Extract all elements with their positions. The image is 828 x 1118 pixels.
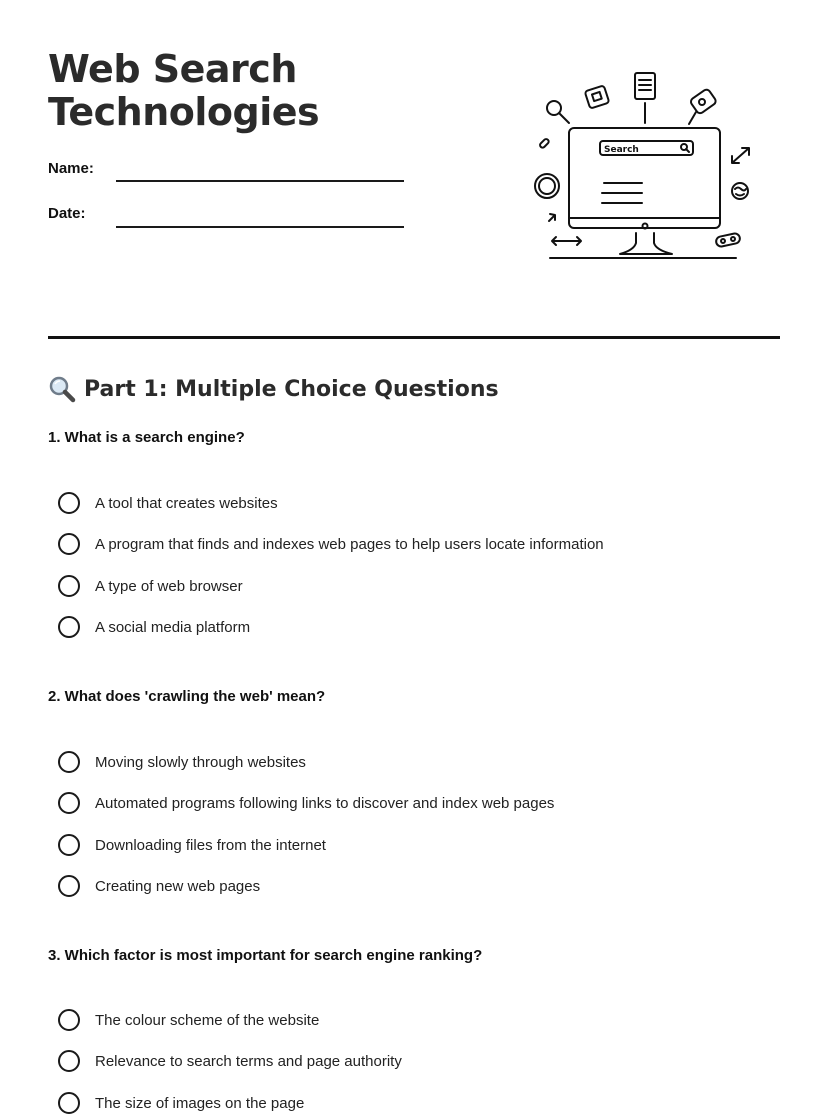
radio-button[interactable]	[58, 1050, 80, 1072]
section-divider	[48, 336, 780, 339]
option-label: The size of images on the page	[95, 1094, 305, 1112]
option-label: Automated programs following links to discover and index web pages	[95, 794, 555, 812]
radio-button[interactable]	[58, 1009, 80, 1031]
radio-button[interactable]	[58, 533, 80, 555]
radio-button[interactable]	[58, 751, 80, 773]
expand-icon	[732, 148, 749, 163]
q1-option-1[interactable]	[58, 490, 278, 516]
option-label: Moving slowly through websites	[95, 753, 306, 771]
data-chip-icon	[689, 88, 717, 124]
question-2: 2. What does 'crawling the web' mean?	[48, 688, 326, 705]
arrow-icon	[549, 214, 555, 221]
search-box-magnifier-icon	[681, 144, 689, 152]
date-field[interactable]	[116, 226, 404, 228]
page-title: Web Search Technologies	[48, 47, 320, 134]
magnifier-icon	[48, 375, 76, 403]
option-label: A program that finds and indexes web pages to help users locate information	[95, 535, 604, 553]
magnifier-icon	[547, 101, 569, 123]
q2-option-4[interactable]	[58, 873, 260, 899]
option-label: Creating new web pages	[95, 877, 261, 895]
q2-option-3[interactable]	[58, 832, 326, 858]
q2-option-2[interactable]	[58, 790, 554, 816]
name-field[interactable]	[116, 180, 404, 182]
section-heading	[48, 372, 499, 406]
q1-option-3[interactable]	[58, 573, 243, 599]
date-label: Date:	[48, 205, 86, 222]
option-label: Relevance to search terms and page authority	[95, 1052, 402, 1070]
q2-option-1[interactable]	[58, 749, 306, 775]
brain-icon	[732, 183, 748, 199]
search-computer-illustration	[524, 68, 760, 268]
section-title: Part 1: Multiple Choice Questions	[84, 376, 499, 402]
radio-button[interactable]	[58, 834, 80, 856]
double-arrow-icon	[552, 237, 581, 245]
option-label: A tool that creates websites	[95, 494, 278, 512]
option-label: The colour scheme of the website	[95, 1011, 320, 1029]
ring-icon	[535, 174, 559, 198]
question-1: 1. What is a search engine?	[48, 429, 245, 446]
radio-button[interactable]	[58, 575, 80, 597]
tag-icon	[585, 85, 610, 108]
q1-option-4[interactable]	[58, 614, 250, 640]
radio-button[interactable]	[58, 492, 80, 514]
option-label: A social media platform	[95, 618, 251, 636]
option-label: Downloading files from the internet	[95, 836, 326, 854]
q1-option-2[interactable]	[58, 531, 604, 557]
search-box-text: Search	[604, 145, 639, 155]
radio-button[interactable]	[58, 1092, 80, 1114]
chain-icon	[715, 233, 741, 248]
question-3: 3. Which factor is most important for search engine ranking?	[48, 947, 483, 964]
link-icon	[539, 138, 550, 149]
radio-button[interactable]	[58, 616, 80, 638]
q3-option-3[interactable]	[58, 1090, 304, 1116]
q3-option-1[interactable]	[58, 1007, 319, 1033]
document-icon	[635, 73, 655, 123]
option-label: A type of web browser	[95, 577, 243, 595]
q3-option-2[interactable]	[58, 1048, 402, 1074]
name-label: Name:	[48, 160, 94, 177]
radio-button[interactable]	[58, 792, 80, 814]
radio-button[interactable]	[58, 875, 80, 897]
